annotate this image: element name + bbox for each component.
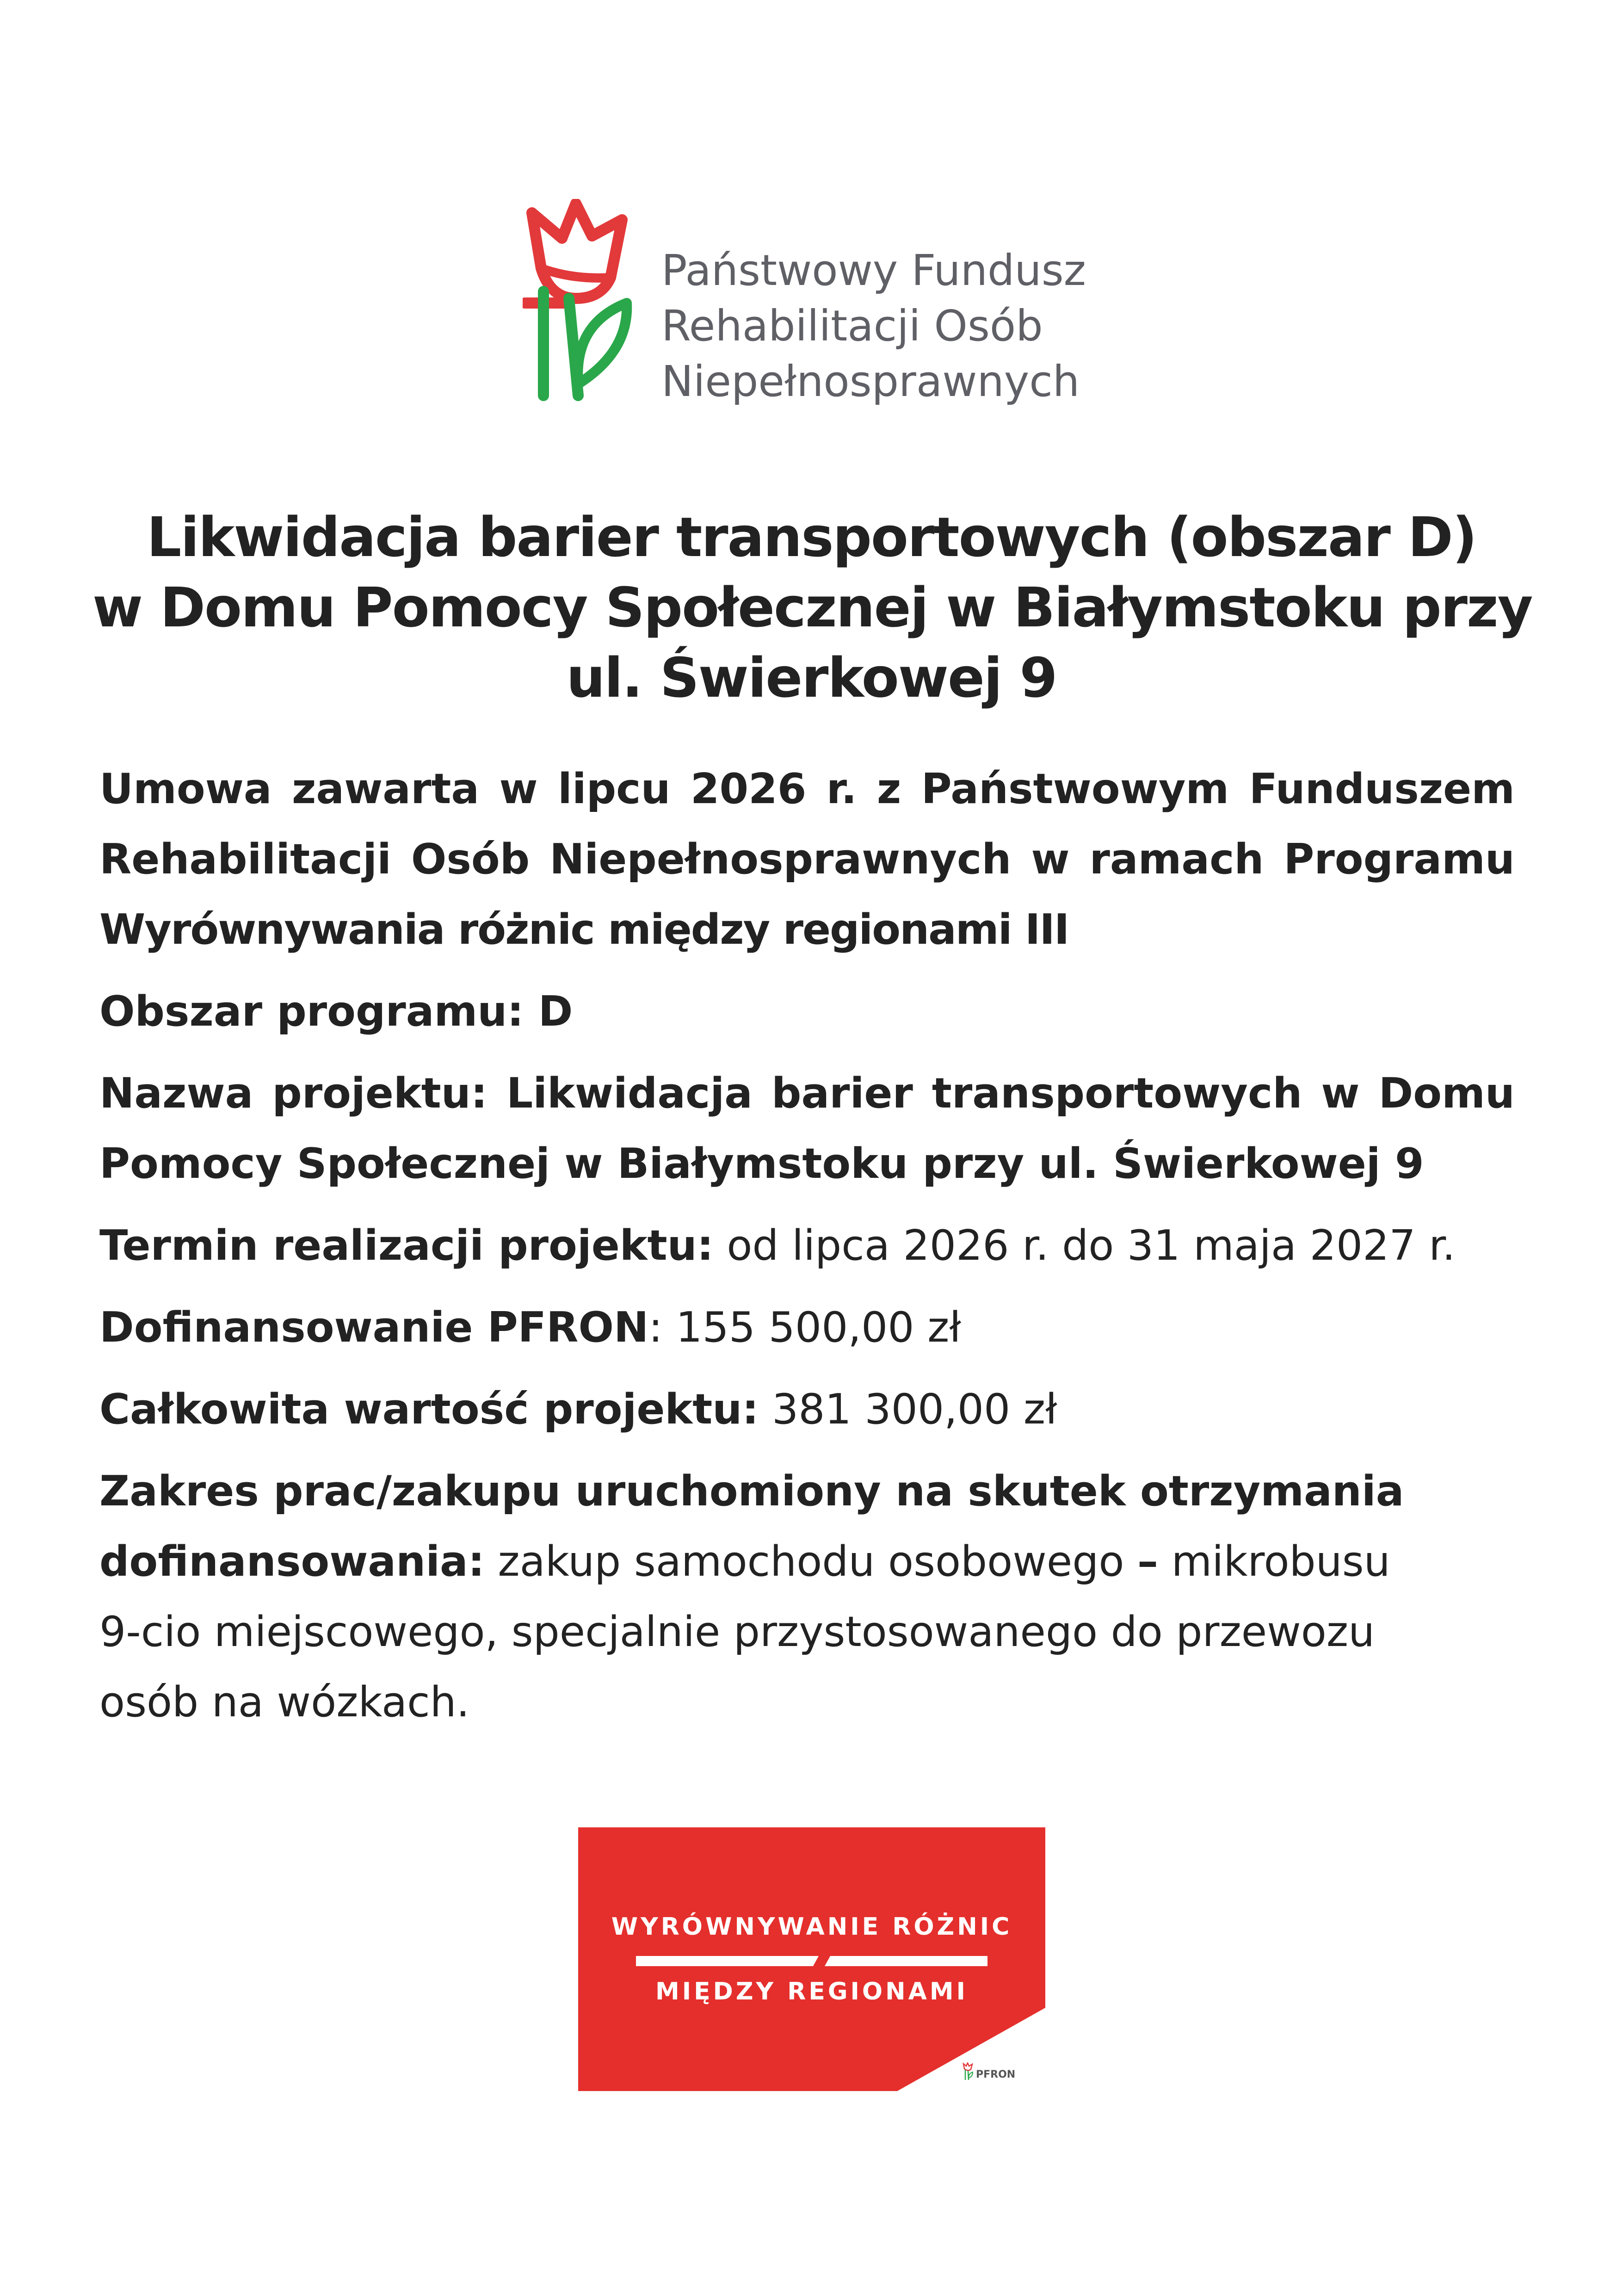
pfron-funding-line [99, 1293, 1515, 1363]
pfron-funding [99, 1293, 1515, 1363]
pfron-small-tulip-icon [962, 2062, 974, 2081]
scope-paragraph [99, 1456, 1515, 1738]
project-name-line-2: Pomocy Społecznej w Białymstoku przy ul. Świerkowej 9 [99, 1139, 1424, 1188]
scope-line-1: Zakres prac/zakupu uruchomiony na skutek otrzymania [99, 1467, 1404, 1516]
agreement-line-1: Umowa zawarta w lipcu 2026 r. z Państwowym Funduszem [99, 765, 1515, 813]
realization-term [99, 1211, 1515, 1281]
scope-line-3: 9-cio miejscowego, specjalnie przystosowanego do przewozu [99, 1608, 1375, 1656]
scope-label: dofinansowania: [99, 1537, 485, 1586]
program-area [99, 977, 1515, 1047]
logo-wordmark [661, 243, 1086, 409]
project-name-line-1: Nazwa projektu: Likwidacja barier transportowych w Domu [99, 1069, 1515, 1118]
badge-title-line-1: WYRÓWNYWANIE RÓŻNIC [611, 1913, 1012, 1941]
program-badge [578, 1827, 1045, 2091]
agreement-paragraph [99, 754, 1515, 965]
badge-title-line-2: MIĘDZY REGIONAMI [655, 1978, 968, 2005]
pfron-funding-value: : 155 500,00 zł [648, 1303, 961, 1352]
realization-term-line [99, 1211, 1515, 1281]
pfron-funding-label: Dofinansowanie PFRON [99, 1303, 649, 1352]
title-line-2: w Domu Pomocy Społecznej w Białymstoku przy [93, 576, 1532, 639]
scope-value-b: mikrobusu [1158, 1537, 1390, 1586]
agreement-line-3: Wyrównywania różnic między regionami III [99, 905, 1069, 954]
pfron-logo [523, 199, 1147, 412]
scope-dash: – [1137, 1537, 1159, 1586]
logo-line-1: Państwowy Fundusz [661, 246, 1086, 295]
agreement-line-2: Rehabilitacji Osób Niepełnosprawnych w ramach Programu [99, 835, 1515, 884]
tulip-icon [523, 199, 634, 402]
scope-value-a: zakup samochodu osobowego [484, 1537, 1138, 1586]
badge-background [578, 1827, 1045, 2091]
realization-term-value: od lipca 2026 r. do 31 maja 2027 r. [713, 1221, 1456, 1270]
scope-line-4: osób na wózkach. [99, 1678, 470, 1727]
logo-line-3: Niepełnosprawnych [661, 357, 1080, 406]
title-line-3: ul. Świerkowej 9 [566, 646, 1057, 710]
total-value-amount: 381 300,00 zł [759, 1385, 1057, 1434]
logo-line-2: Rehabilitacji Osób [661, 301, 1043, 351]
realization-term-label: Termin realizacji projektu: [99, 1221, 714, 1270]
total-value-label: Całkowita wartość projektu: [99, 1385, 759, 1434]
project-name-paragraph [99, 1058, 1515, 1199]
page-title [93, 502, 1530, 713]
scope-line-2 [99, 1527, 1515, 1597]
total-value [99, 1374, 1515, 1445]
program-area-text: Obszar programu: D [99, 987, 573, 1036]
title-line-1: Likwidacja barier transportowych (obszar D) [147, 505, 1476, 569]
badge-pfron-label: PFRON [976, 2069, 1016, 2080]
total-value-line [99, 1374, 1515, 1445]
project-details [99, 754, 1515, 1749]
